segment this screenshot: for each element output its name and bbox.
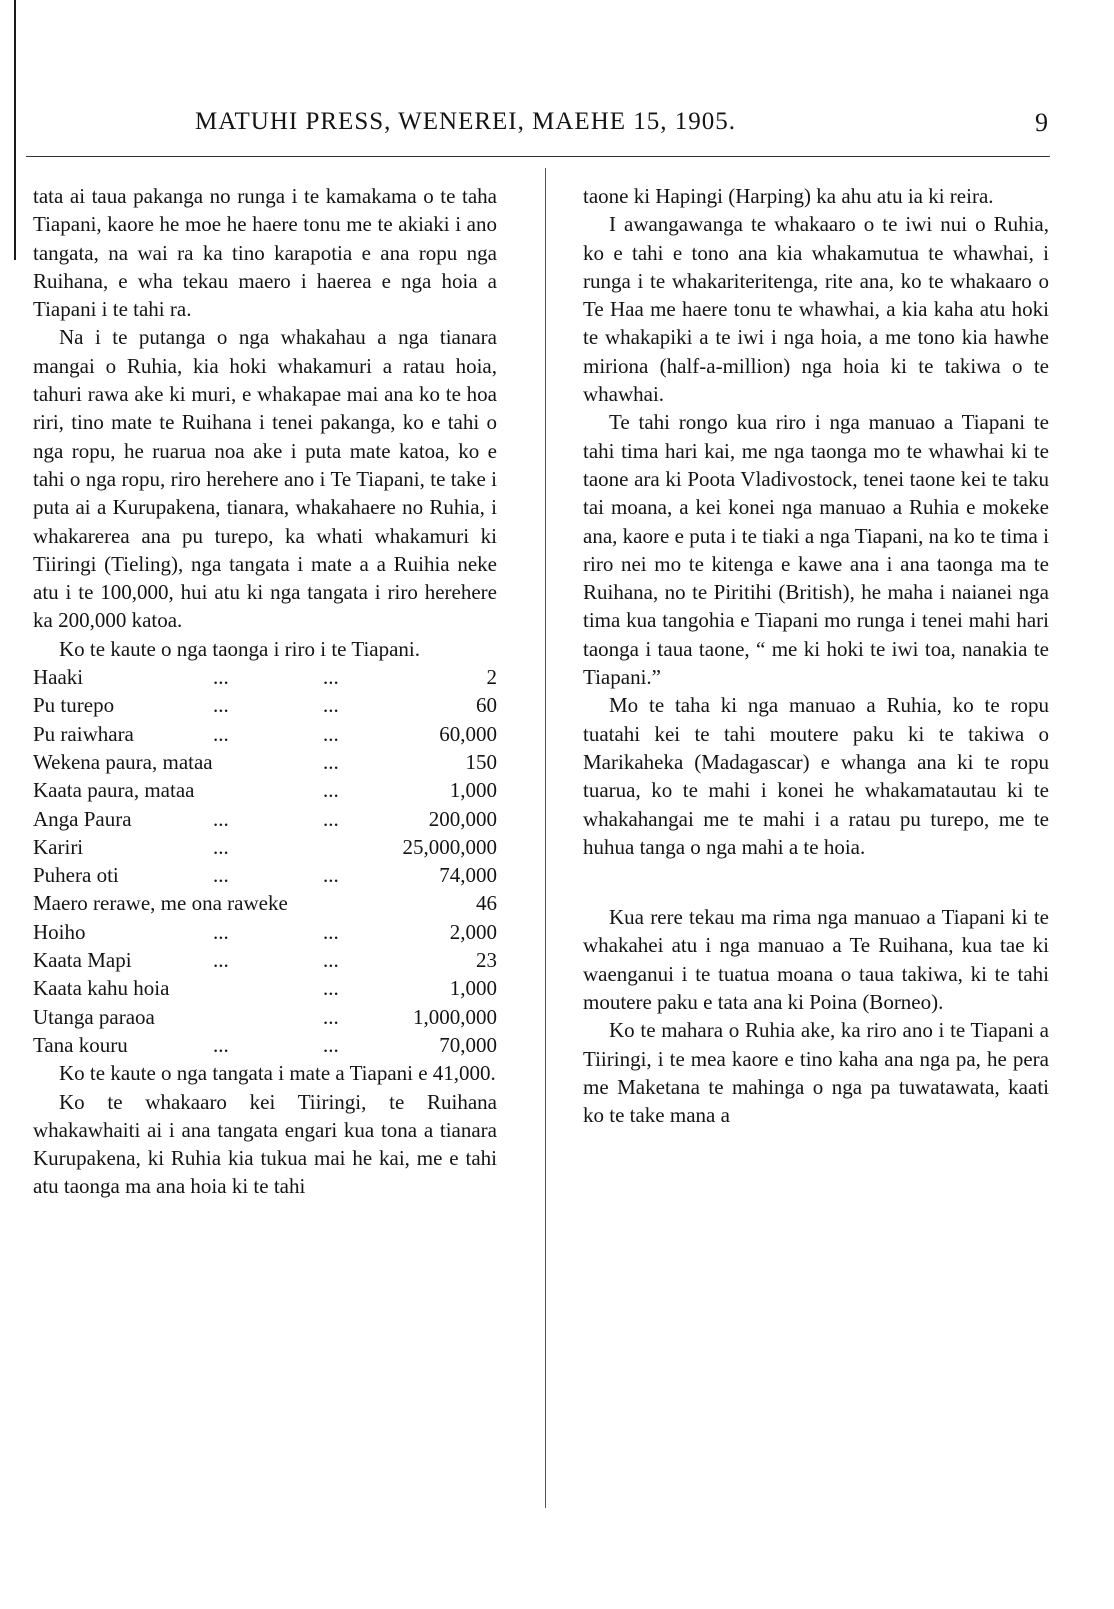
leader-dots: ... [323, 721, 339, 746]
goods-item: Pu raiwhara [33, 721, 134, 746]
leader-dots: ... [213, 834, 229, 859]
goods-quantity: 200,000 [428, 806, 497, 831]
right-paragraph-2: I awangawanga te whakaaro o te iwi nui o Ruhia, ko e tahi e tono ana kia whakamutua te whawhai, i runga i te whakariteritenga, rite ana, ko te whakaaro o Te Haa me haere tonu te whawhai, a kia kaha atu hoki te whakapiki a te iwi i nga hoia, a me tono kia hawhe miriona (half-a-million) nga hoia ki te takiwa o te whawhai. [583, 212, 1049, 407]
right-paragraph-1: taone ki Hapingi (Harping) ka ahu atu ia ki reira. [583, 184, 994, 208]
table-row [33, 833, 497, 861]
goods-item: Utanga paraoa [33, 1004, 155, 1029]
goods-quantity: 70,000 [439, 1032, 497, 1057]
table-row [33, 1003, 497, 1031]
table-row [33, 691, 497, 719]
goods-item: Hoiho [33, 919, 86, 944]
right-paragraph-5: Kua rere tekau ma rima nga manuao a Tiapani ki te whakahei atu i nga manuao a Te Ruihana, kua tae ki waenganui i te tuatua moana o taua takiwa, ki te tahi moutere paku e tata ana ki Poina (Borneo). [583, 905, 1049, 1015]
goods-item: Wekena paura, mataa [33, 749, 213, 774]
table-row [33, 776, 497, 804]
table-row [33, 805, 497, 833]
right-paragraph-4: Mo te taha ki nga manuao a Ruhia, ko te ropu tuatahi kei te tahi moutere paku ki te takiwa o Marikaheka (Madagascar) e whanga ana ki te ropu tuarua, ko te mahi i konei he whakamatautau ki te whakahangai me te mahi i a ratau pu turepo, me te huhua tanga o nga mahi a te hoia. [583, 693, 1049, 859]
left-paragraph-3: Ko te kaute o nga taonga i riro i te Tiapani. [59, 636, 421, 661]
leader-dots: ... [213, 919, 229, 944]
leader-dots: ... [323, 665, 339, 690]
goods-item: Kaata kahu hoia [33, 976, 170, 1001]
header-rule [26, 156, 1050, 157]
leader-dots: ... [323, 693, 339, 718]
goods-quantity: 2 [486, 665, 497, 690]
leader-dots: ... [213, 948, 229, 973]
left-paragraph-4: Ko te kaute o nga tangata i mate a Tiapani e 41,000. [59, 1061, 496, 1086]
page-number: 9 [1035, 108, 1048, 137]
masthead-title: MATUHI PRESS, WENEREI, MAEHE 15, 1905. [195, 108, 737, 135]
goods-quantity: 60 [476, 693, 497, 718]
table-row [33, 1031, 497, 1059]
goods-quantity: 46 [476, 891, 497, 916]
goods-item: Haaki [33, 665, 84, 690]
goods-item: Pu turepo [33, 693, 115, 718]
leader-dots: ... [213, 863, 229, 888]
goods-item: Kaata paura, mataa [33, 778, 195, 803]
leader-dots: ... [213, 693, 229, 718]
goods-quantity: 60,000 [439, 721, 497, 746]
goods-item: Kariri [33, 834, 84, 859]
left-paragraph-2: Na i te putanga o nga whakahau a nga tianara mangai o Ruhia, kia hoki whakamuri a ratau hoia, tahuri rawa ake ki muri, e whakapae mai ana ko te hoa riri, tino mate te Ruihana i tenei pakanga, ko e tahi o nga ropu, he ruarua noa ake i puta mate katoa, ko e tahi o nga ropu, riro herehere ano i Te Tiapani, te take i puta ai a Kurupakena, tianara, whakahaere no Ruhia, i whakarerea ana pu turepo, ka whati whakamuri ki Tiiringi (Tieling), nga tangata i mate a a Ruihia neke atu i te 100,000, hui atu ki nga tangata i riro herehere ka 200,000 katoa. [33, 325, 497, 633]
leader-dots: ... [323, 948, 339, 973]
leader-dots: ... [213, 1032, 229, 1057]
goods-item: Tana kouru [33, 1032, 128, 1057]
goods-quantity: 74,000 [439, 863, 497, 888]
goods-quantity: 150 [465, 749, 497, 774]
left-column [33, 182, 497, 1201]
goods-quantity: 1,000,000 [413, 1004, 497, 1029]
goods-item: Anga Paura [33, 806, 132, 831]
right-paragraph-3: Te tahi rongo kua riro i nga manuao a Tiapani te tahi tima hari kai, me nga taonga mo te whawhai ki te taone ara ki Poota Vladivostock, tenei taone kei te taku tai moana, a kei konei nga manuao a Ruhia e mokeke ana, kaore e puta i te tiaki a nga Tiapani, na ko te tima i riro nei mo te kitenga e kawe ana i ana taonga ma te Ruihana, no te Piritihi (British), he maha i naianei nga tima kua tangohia e Tiapani mo runga i tenei mahi hari taonga i taua taone, “ me ki hoki te iwi toa, nanakia te Tiapani.” [583, 410, 1049, 690]
leader-dots: ... [323, 1032, 339, 1057]
table-row [33, 946, 497, 974]
left-paragraph-5: Ko te whakaaro kei Tiiringi, te Ruihana whakawhaiti ai i ana tangata engari kua tona a tianara Kurupakena, ki Ruhia kia tukua mai he kai, me e tahi atu taonga ma ana hoia ki te tahi [33, 1089, 497, 1199]
leader-dots: ... [213, 721, 229, 746]
table-row [33, 974, 497, 1002]
leader-dots: ... [323, 778, 339, 803]
goods-quantity: 2,000 [449, 919, 497, 944]
paragraph-spacer [583, 861, 1049, 903]
table-row [33, 748, 497, 776]
goods-quantity: 25,000,000 [402, 834, 497, 859]
leader-dots: ... [323, 976, 339, 1001]
right-paragraph-6: Ko te mahara o Ruhia ake, ka riro ano i te Tiapani a Tiiringi, i te mea kaore e tino kaha ana nga pa, he pera me Maketana te mahinga o nga pa tuwatawata, kaati ko te take mana a [583, 1018, 1049, 1128]
goods-quantity: 1,000 [449, 778, 497, 803]
leader-dots: ... [323, 863, 339, 888]
column-divider [545, 168, 546, 1508]
table-row [33, 918, 497, 946]
goods-quantity: 1,000 [449, 976, 497, 1001]
right-column [583, 182, 1049, 1130]
captured-goods-table [33, 663, 497, 1059]
leader-dots: ... [213, 806, 229, 831]
goods-item: Kaata Mapi [33, 948, 132, 973]
table-row [33, 861, 497, 889]
goods-quantity: 23 [476, 948, 497, 973]
leader-dots: ... [323, 806, 339, 831]
leader-dots: ... [323, 1004, 339, 1029]
leader-dots: ... [213, 665, 229, 690]
table-row [33, 889, 497, 917]
table-row [33, 663, 497, 691]
table-row [33, 720, 497, 748]
goods-item: Maero rerawe, me ona raweke [33, 891, 288, 916]
leader-dots: ... [323, 919, 339, 944]
page-header [0, 108, 1114, 148]
leader-dots: ... [323, 749, 339, 774]
left-paragraph-1: tata ai taua pakanga no runga i te kamakama o te taha Tiapani, kaore he moe he haere tonu me te akiaki i ano tangata, na wai ra ka tino karapotia e ana ropu nga Ruihana, e wha tekau maero i haerea e nga hoia a Tiapani i te tahi ra. [33, 184, 497, 322]
goods-item: Puhera oti [33, 863, 119, 888]
